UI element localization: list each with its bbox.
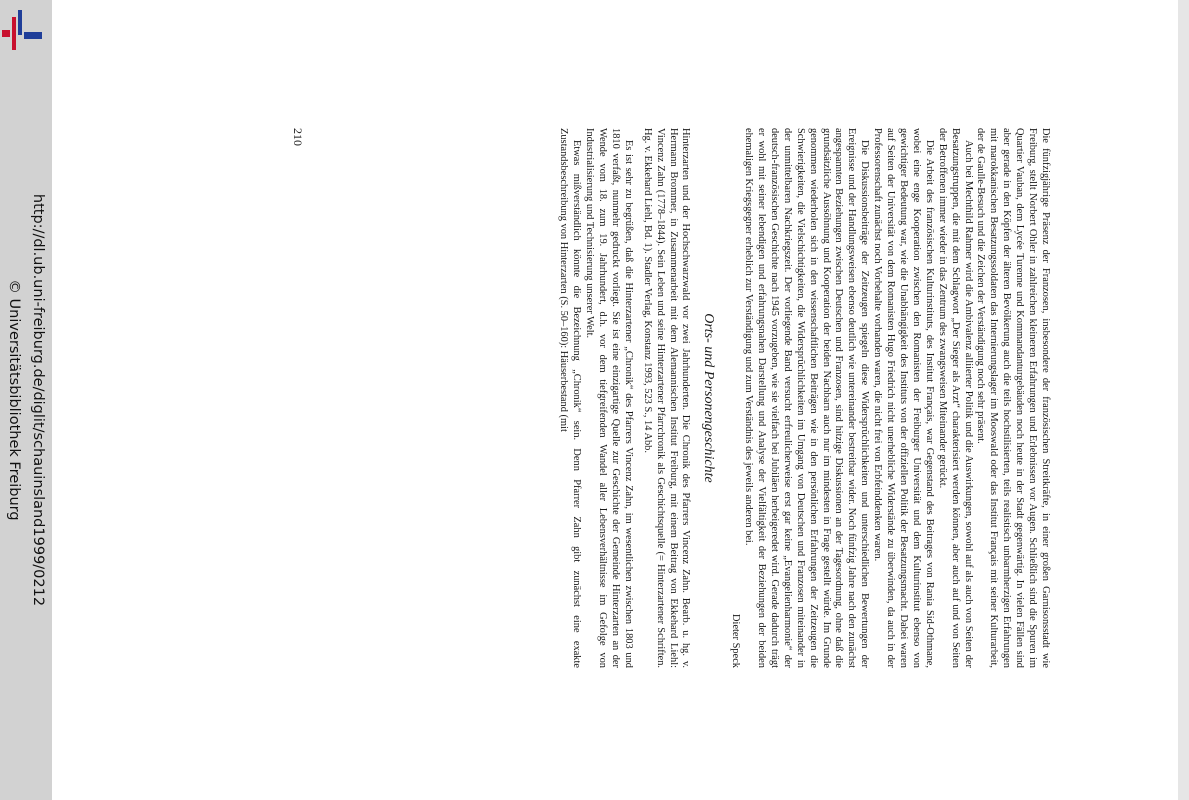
rotated-page-content	[291, 128, 1051, 668]
right-edge-bar	[1178, 0, 1189, 800]
vertical-source-info	[6, 0, 46, 800]
author-signature: Dieter Speck	[730, 614, 742, 668]
paragraph-5: Es ist sehr zu begrüßen, daß die Hinterzartener „Chronik“ des Pfarrers Vincenz Zahn, im wesentlichen zwischen 1803 und 1810 verfaßt, nunmehr gedruckt vorliegt. Sie ist eine einzigartige Quelle zur Geschichte der Gemeinde Hinterzarten an der Wende vom 18. zum 19. Jahrhundert, d.h. vor dem tiefgreifenden Wandel aller Lebensverhältnisse im Gefolge von Industrialisierung und Technisierung unserer Welt.	[584, 128, 634, 668]
scanned-page	[52, 0, 1178, 800]
paragraph-6: Etwas mißverständlich könnte die Bezeichnung „Chronik“ sein. Denn Pfarrer Zahn gibt zunächst eine exakte Zustandsbeschreibung von Hinterzarten (S. 50–160): Häuserbestand (mit	[558, 128, 583, 668]
paragraph-3: Die Arbeit des französischen Kulturinstituts, des Institut Français, war Gegenstand des Beitrages von Rania Sid-Othmane, wobei eine enge Kooperation zwischen den Romanisten der Freiburger Universität und dem Kulturinstitut ebenso von gewichtiger Bedeutung war, wie die Unabhängigkeit des Instituts von der offiziellen Politik der Besatzungsmacht. Dabei waren auf Seiten der Universität von dem Romanisten Hugo Friedrich nicht unerhebliche Widerstände zu überwinden, da auch in der Professorenschaft zunächst noch Vorbehalte vorhanden waren, die nicht frei von Erbfeinddenken waren.	[872, 128, 935, 668]
source-url-link[interactable]: http://dl.ub.uni-freiburg.de/diglit/schauinsland1999/0212	[30, 193, 46, 607]
book-citation: Hinterzarten und der Hochschwarzwald vor zwei Jahrhunderten. Die Chronik des Pfarrers Vincenz Zahn. Bearb. u. hg. v. Hermann Brommer, in Zusammenarbeit mit dem Alemannischen Institut Freiburg, mit einem Beitrag von Ekkehard Liehl: Vincenz Zahn (1778–1844). Sein Leben und seine Hinterzartener Pfarrchronik als Geschichtsquelle (= Hinterzartener Schriften. Hg. v. Ekkehard Liehl, Bd. 1). Stadler Verlag, Konstanz 1993, 523 S., 14 Abb.	[641, 128, 692, 668]
page-number: 210	[290, 128, 305, 146]
paragraph-1: Die fünfzigjährige Präsenz der Franzosen, insbesondere der französischen Streitkräfte, in einer großen Garnisonsstadt wie Freiburg, stellt Norbert Ohler in zahlreichen kleineren Erfahrungen und Erlebnissen vor Augen. Schließlich sind die Spuren im Quartier Vauban, dem Lycée Turenne und Kommandanturgebäuden noch heute in der Stadt gegenwärtig. In vielen Fällen sind aber gerade in den Köpfen der älteren Bevölkerung auch die teils hochstilisierten, teils realistisch unbarmherzigen Erfahrungen mit marokkanischen Besatzungssoldaten das Internierungslager im Mooswald oder das Institut Français mit seiner Kulturarbeit, der de Gaulle-Besuch und die Zeichen der Verständigung noch sehr präsent.	[975, 128, 1051, 668]
sidebar	[0, 0, 52, 800]
copyright-credit: © Universitätsbibliothek Freiburg	[6, 279, 22, 521]
paragraph-4: Die Diskussionsbeiträge der Zeitzeugen spiegeln diese Widersprüchlichkeiten und unterschiedlichen Bewertungen der Ereignisse und der Handlungsweisen ebenso deutlich wie untereinander bestreitbar wider. Noch fünfzig Jahre nach den zunächst angespannten Beziehungen zwischen Deutschen und Franzosen, sind hitzige Diskussionen an der Tagesordnung, ohne daß die grundsätzliche Aussöhnung und Kooperation der beiden Nachbarn auch nur im mindesten in Frage gestellt würde. Im Grunde genommen wiederholen sich in den wissenschaftlichen Beiträgen wie in den persönlichen Erfahrungen der Zeitzeugen die Schwierigkeiten, die Vielschichtigkeiten, die Widersprüchlichkeiten im Umgang von Deutschen und Franzosen miteinander in der unmittelbaren Nachkriegszeit. Der vorliegende Band versucht erfreulicherweise erst gar keine „Evangelienharmonie“ der deutsch-französischen Geschichte nach 1945 vorzugeben, wie sie vielfach bei Jubiläen herbeigeredet wird. Gerade dadurch trägt er wohl mit seiner lebendigen und erfahrungsnahen Darstellung und Analyse der Vielfältigkeit der Beziehungen der beiden ehemaligen Kriegsgegner erheblich zur Verständigung und zum Verständnis des jeweils anderen bei.	[743, 128, 871, 668]
paragraph-2: Auch bei Mechthild Rahmer wird die Ambivalenz alliierter Politik und die Auswirkungen, sowohl auf als auch von Seiten der Besatzungstruppen, die mit dem Schlagwort „Der Sieger als Arzt“ charakterisiert werden können, aber auch auf und von Seiten der Betroffenen immer wieder in das Zentrum des zwangsweisen Miteinander gerückt.	[936, 128, 974, 668]
section-title: Orts- und Personengeschichte	[701, 313, 717, 483]
